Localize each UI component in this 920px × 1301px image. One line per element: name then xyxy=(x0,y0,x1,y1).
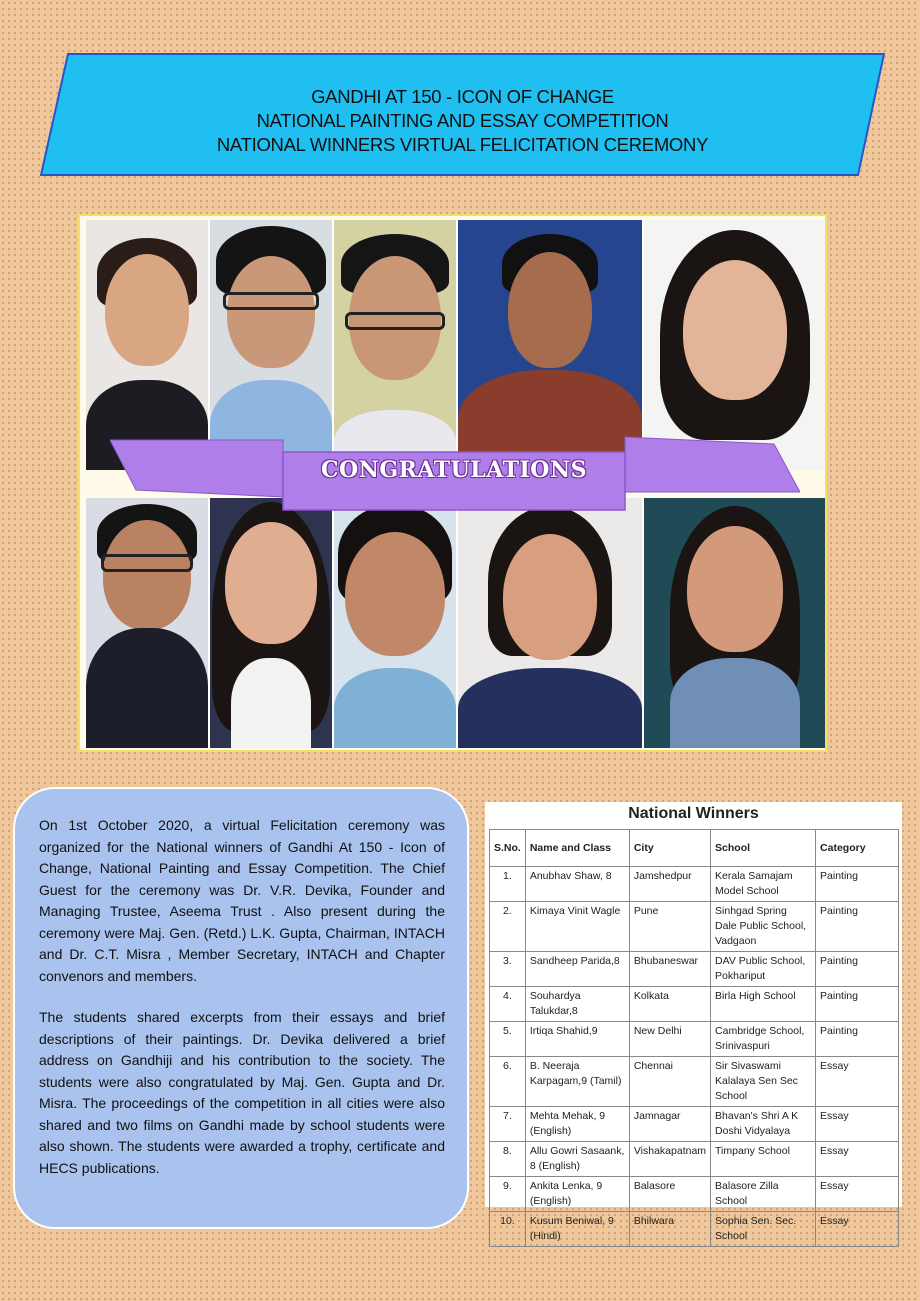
cell-name: Ankita Lenka, 9 (English) xyxy=(525,1177,629,1212)
cell-sno: 4. xyxy=(490,987,526,1022)
header-city: City xyxy=(629,830,710,867)
cell-category: Essay xyxy=(816,1057,899,1107)
cell-category: Painting xyxy=(816,902,899,952)
header-school: School xyxy=(711,830,816,867)
cell-name: Souhardya Talukdar,8 xyxy=(525,987,629,1022)
banner-line-2: NATIONAL PAINTING AND ESSAY COMPETITION xyxy=(256,110,669,131)
cell-name: Irtiqa Shahid,9 xyxy=(525,1022,629,1057)
cell-category: Essay xyxy=(816,1177,899,1212)
cell-city: Kolkata xyxy=(629,987,710,1022)
table-header-row xyxy=(490,830,899,867)
cell-city: Chennai xyxy=(629,1057,710,1107)
winner-photo-10 xyxy=(644,498,825,748)
cell-sno: 2. xyxy=(490,902,526,952)
winners-table xyxy=(489,829,899,1247)
cell-category: Painting xyxy=(816,987,899,1022)
cell-city: Balasore xyxy=(629,1177,710,1212)
cell-category: Essay xyxy=(816,1107,899,1142)
article-paragraph-1: On 1st October 2020, a virtual Felicitation ceremony was organized for the National winners of Gandhi At 150 - Icon of Change, National Painting and Essay Competition. The Chief Guest for the ceremony was Dr. V.R. Devika, Founder and Managing Trustee, Aseema Trust . Also present during the ceremony were Maj. Gen. (Retd.) L.K. Gupta, Chairman, INTACH and Dr. C.T. Misra , Member Secretary, INTACH and Chapter convenors and members. xyxy=(39,817,445,984)
header-category: Category xyxy=(816,830,899,867)
national-winners-table xyxy=(485,802,902,1242)
table-row xyxy=(490,1057,899,1107)
table-row xyxy=(490,1142,899,1177)
cell-school: Balasore Zilla School xyxy=(711,1177,816,1212)
table-row xyxy=(490,1022,899,1057)
cell-name: Kusum Beniwal, 9 (Hindi) xyxy=(525,1212,629,1247)
cell-school: Cambridge School, Srinivaspuri xyxy=(711,1022,816,1057)
cell-category: Painting xyxy=(816,867,899,902)
cell-category: Essay xyxy=(816,1142,899,1177)
table-row xyxy=(490,987,899,1022)
winner-photo-6 xyxy=(86,498,210,748)
cell-name: Kimaya Vinit Wagle xyxy=(525,902,629,952)
winner-photo-9 xyxy=(458,498,644,748)
winner-photo-7 xyxy=(210,498,334,748)
banner-line-1: GANDHI AT 150 - ICON OF CHANGE xyxy=(311,86,614,107)
cell-school: Sir Sivaswami Kalalaya Sen Sec School xyxy=(711,1057,816,1107)
cell-city: Vishakapatnam xyxy=(629,1142,710,1177)
table-title: National Winners xyxy=(628,805,759,822)
cell-city: Jamshedpur xyxy=(629,867,710,902)
cell-sno: 6. xyxy=(490,1057,526,1107)
cell-school: Sophia Sen. Sec. School xyxy=(711,1212,816,1247)
cell-city: New Delhi xyxy=(629,1022,710,1057)
table-row xyxy=(490,902,899,952)
cell-name: Anubhav Shaw, 8 xyxy=(525,867,629,902)
cell-name: Sandheep Parida,8 xyxy=(525,952,629,987)
article-paragraph-2: The students shared excerpts from their essays and brief descriptions of their paintings. Dr. Devika delivered a brief address on Gandhiji and his contribution to the society. The students were also congratulated by Maj. Gen. Gupta and Dr. Misra. The proceedings of the competition in all cities were also shared and two films on Gandhi made by school students were also shown. The students were awarded a trophy, certificate and HECS publications. xyxy=(39,1009,445,1176)
header-sno: S.No. xyxy=(490,830,526,867)
header-name: Name and Class xyxy=(525,830,629,867)
cell-city: Pune xyxy=(629,902,710,952)
congratulations-text: CONGRATULATIONS xyxy=(321,457,587,483)
table-row xyxy=(490,1212,899,1247)
table-row xyxy=(490,1177,899,1212)
winner-photo-8 xyxy=(334,498,458,748)
table-row xyxy=(490,867,899,902)
cell-name: Mehta Mehak, 9 (English) xyxy=(525,1107,629,1142)
cell-sno: 9. xyxy=(490,1177,526,1212)
banner-line-3: NATIONAL WINNERS VIRTUAL FELICITATION CEREMONY xyxy=(216,134,709,155)
cell-school: Sinhgad Spring Dale Public School, Vadgaon xyxy=(711,902,816,952)
cell-category: Painting xyxy=(816,952,899,987)
title-banner xyxy=(40,53,885,177)
table-body xyxy=(490,867,899,1247)
cell-city: Bhilwara xyxy=(629,1212,710,1247)
cell-school: Bhavan's Shri A K Doshi Vidyalaya xyxy=(711,1107,816,1142)
cell-sno: 1. xyxy=(490,867,526,902)
cell-sno: 7. xyxy=(490,1107,526,1142)
cell-school: Kerala Samajam Model School xyxy=(711,867,816,902)
cell-school: DAV Public School, Pokhariput xyxy=(711,952,816,987)
cell-sno: 8. xyxy=(490,1142,526,1177)
cell-name: Allu Gowri Sasaank, 8 (English) xyxy=(525,1142,629,1177)
article-box xyxy=(13,787,469,1229)
table-row xyxy=(490,1107,899,1142)
cell-name: B. Neeraja Karpagam,9 (Tamil) xyxy=(525,1057,629,1107)
cell-sno: 5. xyxy=(490,1022,526,1057)
cell-category: Painting xyxy=(816,1022,899,1057)
table-row xyxy=(490,952,899,987)
cell-city: Jamnagar xyxy=(629,1107,710,1142)
banner-title xyxy=(40,85,885,157)
cell-city: Bhubaneswar xyxy=(629,952,710,987)
cell-school: Timpany School xyxy=(711,1142,816,1177)
cell-category: Essay xyxy=(816,1212,899,1247)
cell-sno: 3. xyxy=(490,952,526,987)
cell-sno: 10. xyxy=(490,1212,526,1247)
cell-school: Birla High School xyxy=(711,987,816,1022)
